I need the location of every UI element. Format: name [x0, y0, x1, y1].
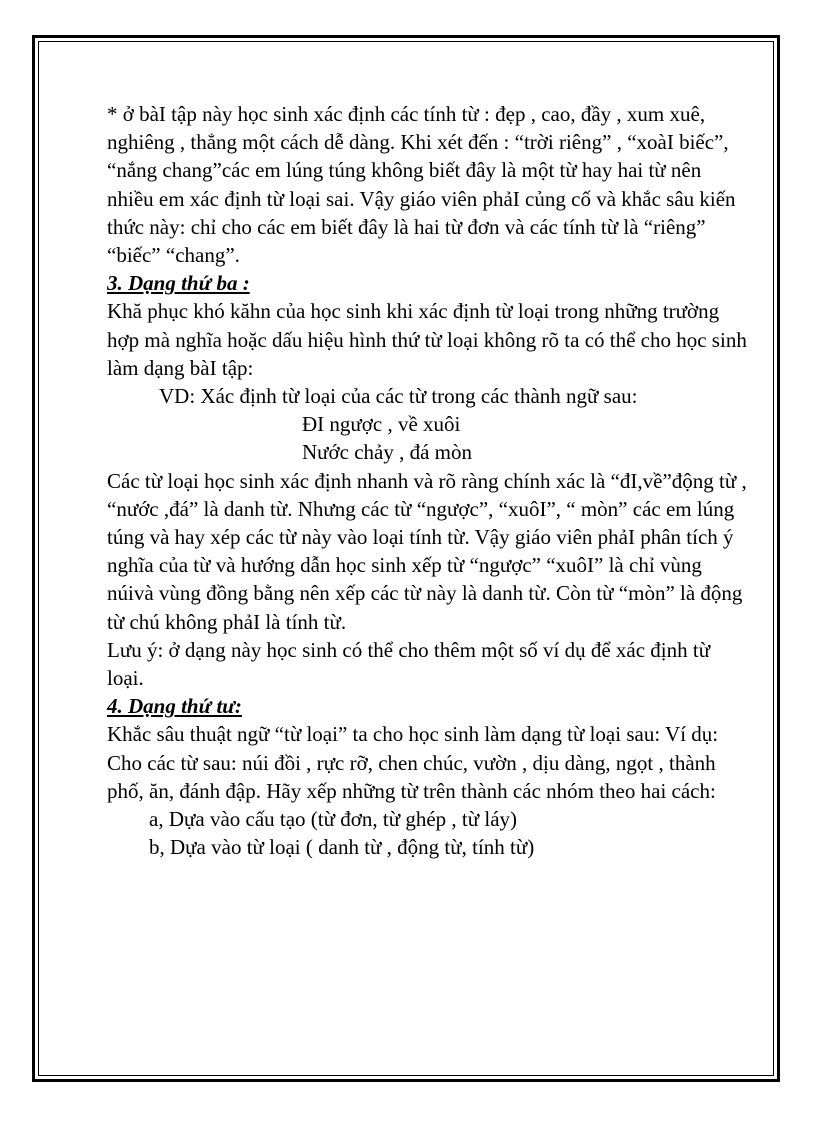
section-heading-type-3: 3. Dạng thứ ba : [107, 271, 250, 296]
idiom-line-1: ĐI ngược , về xuôi [302, 412, 461, 437]
paragraph-note: Lưu ý: ở dạng này học sinh có thể cho thêm một số ví dụ để xác định từ loại. [107, 637, 711, 691]
paragraph-adjectives-exercise: * ở bàI tập này học sinh xác định các tính từ : đẹp , cao, đầy , xum xuê, nghiêng , thẳng một cách dễ dàng. Khi xét đến : “trời riêng” , “xoàI biếc”, “nắng chang”các em lúng túng không biết đây là một từ hay hai từ nên nhiều em xác định từ loại sai. Vậy giáo viên phảI củng cố và khắc sâu kiến thức này: chỉ cho các em biết đây là hai từ đơn và các tính từ là “riêng” “biếc” “chang”. [107, 102, 736, 268]
option-b: b, Dựa vào từ loại ( danh từ , động từ, tính từ) [149, 835, 535, 860]
section-heading-type-4: 4. Dạng thứ tư: [107, 694, 242, 719]
option-a: a, Dựa vào cấu tạo (từ đơn, từ ghép , từ láy) [149, 807, 518, 832]
paragraph-type-4-intro: Khắc sâu thuật ngữ “từ loại” ta cho học sinh làm dạng từ loại sau: Ví dụ: Cho các từ sau: núi đồi , rực rỡ, chen chúc, vườn , dịu dàng, ngọt , thành phố, ăn, đánh đập. Hãy xếp những từ trên thành các nhóm theo hai cách: [107, 722, 719, 803]
example-instruction: VD: Xác định từ loại của các từ trong các thành ngữ sau: [159, 384, 638, 409]
paragraph-type-3-explanation: Các từ loại học sinh xác định nhanh và rõ ràng chính xác là “đI,về”động từ , “nước ,đá” là danh từ. Nhưng các từ “ngược”, “xuôI”, “ mòn” các em lúng túng và hay xép các từ này vào loại tính từ. Vậy giáo viên phảI phân tích ý nghĩa của từ và hướng dẫn học sinh xếp từ “ngược” “xuôI” là chỉ vùng núivà vùng đồng bằng nên xếp các từ này là danh từ. Còn từ “mòn” là động từ chú không phảI là tính từ. [107, 468, 747, 634]
paragraph-type-3-intro: Khă phục khó kăhn của học sinh khi xác định từ loại trong những trường hợp mà nghĩa hoặc dấu hiệu hình thứ từ loại không rõ ta có thể cho học sinh làm dạng bàI tập: [107, 299, 747, 380]
idiom-line-2: Nước chảy , đá mòn [302, 440, 473, 465]
document-body [107, 100, 747, 861]
